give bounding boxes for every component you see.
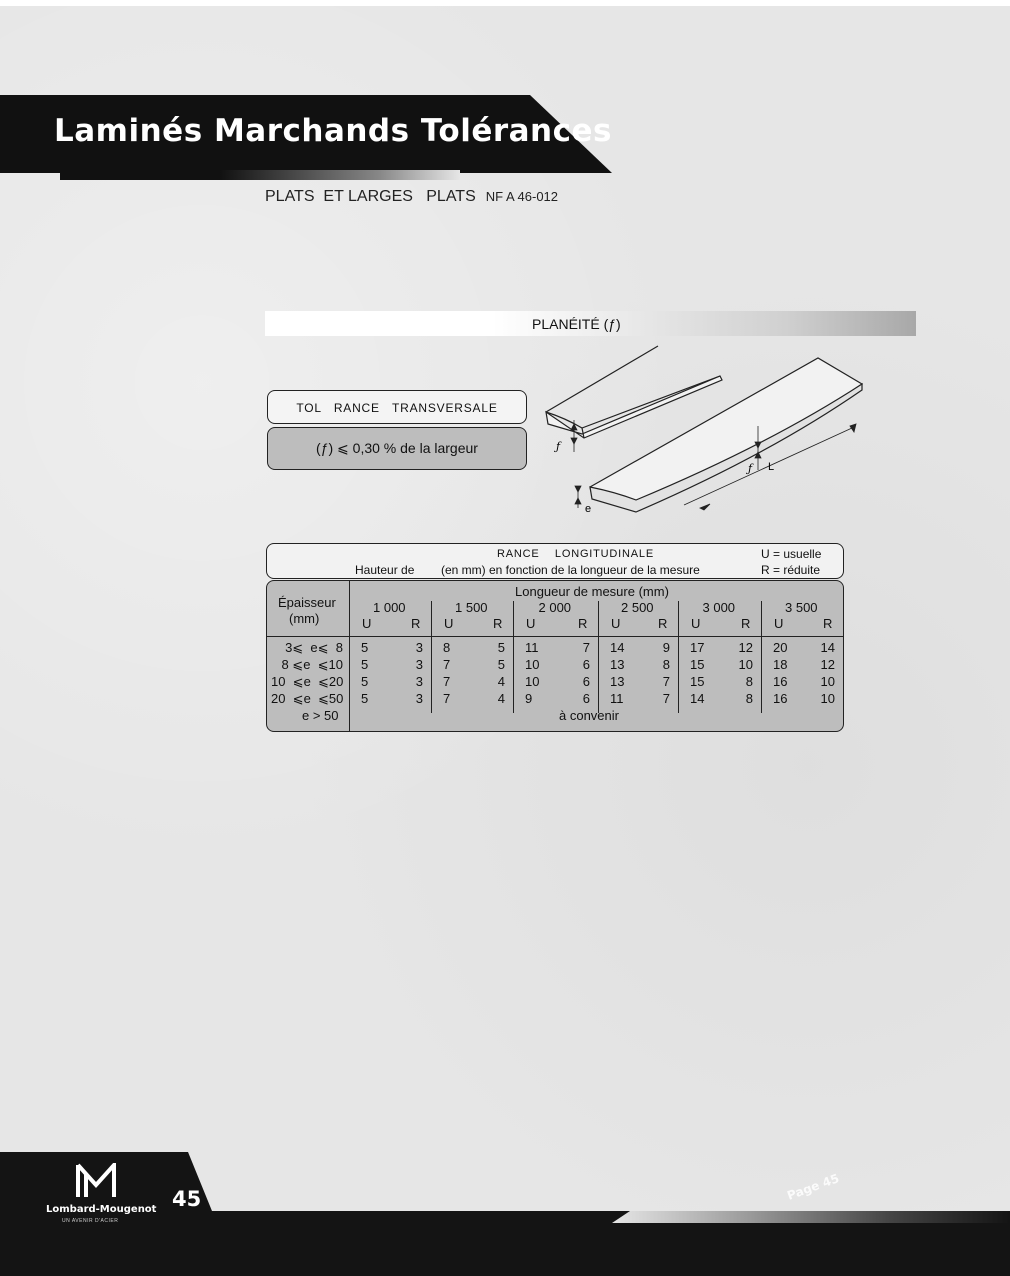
u-value-cell: 5 [361, 691, 369, 706]
length-header: 1 500 [455, 600, 488, 615]
r-value-cell: 3 [415, 691, 423, 706]
legend-reduite: R = réduite [761, 563, 821, 577]
r-column-header: R [741, 616, 751, 631]
u-value-cell: 10 [525, 674, 540, 689]
u-value-cell: 16 [773, 674, 788, 689]
r-value-cell: 14 [820, 640, 835, 655]
r-value-cell: 9 [662, 640, 670, 655]
r-value-cell: 6 [582, 691, 590, 706]
epaisseur-label: Épaisseur [278, 595, 336, 610]
u-value-cell: 5 [361, 674, 369, 689]
u-value-cell: 10 [525, 657, 540, 672]
brand-tagline: UN AVENIR D'ACIER [62, 1218, 119, 1224]
u-value-cell: 17 [690, 640, 705, 655]
r-column-header: R [658, 616, 668, 631]
u-value-cell: 5 [361, 640, 369, 655]
u-value-cell: 20 [773, 640, 788, 655]
r-value-cell: 4 [497, 674, 505, 689]
epaisseur-unit: (mm) [289, 611, 320, 626]
u-value-cell: 14 [610, 640, 625, 655]
u-column-header: U [362, 616, 372, 631]
u-value-cell: 15 [690, 674, 705, 689]
table-divider [349, 581, 350, 731]
r-value-cell: 3 [415, 640, 423, 655]
label-f-narrow: ƒ [556, 440, 561, 453]
flatness-diagram [540, 340, 870, 525]
r-value-cell: 6 [582, 674, 590, 689]
u-column-header: U [444, 616, 454, 631]
label-thickness: e [585, 503, 592, 515]
title-underline [60, 170, 460, 180]
page-watermark: Page 45 [785, 1171, 841, 1203]
wide-plate-drawing [590, 358, 862, 512]
column-separator [431, 601, 432, 713]
r-value-cell: 6 [582, 657, 590, 672]
page-title: Laminés Marchands Tolérances [54, 113, 612, 149]
last-row-value: à convenir [559, 708, 619, 723]
column-separator [598, 601, 599, 713]
table-divider [267, 636, 843, 637]
r-value-cell: 3 [415, 657, 423, 672]
u-column-header: U [526, 616, 536, 631]
u-value-cell: 7 [443, 691, 451, 706]
norm-reference: NF A 46-012 [485, 189, 559, 204]
epaisseur-cell: 3⩽ e⩽ 8 [285, 640, 343, 655]
top-margin [0, 0, 1010, 6]
r-value-cell: 12 [820, 657, 835, 672]
u-value-cell: 18 [773, 657, 788, 672]
brand-logo-icon [74, 1163, 118, 1199]
u-value-cell: 7 [443, 657, 451, 672]
page-number: 45 [172, 1187, 202, 1211]
r-column-header: R [578, 616, 588, 631]
r-value-cell: 7 [662, 674, 670, 689]
u-value-cell: 13 [610, 674, 625, 689]
length-header: 1 000 [373, 600, 406, 615]
epaisseur-cell: 10 ⩽e ⩽20 [271, 674, 344, 689]
u-value-cell: 16 [773, 691, 788, 706]
r-column-header: R [411, 616, 421, 631]
u-column-header: U [611, 616, 621, 631]
u-value-cell: 8 [443, 640, 451, 655]
planeite-section-title: PLANÉITÉ (ƒ) [532, 316, 621, 332]
u-value-cell: 13 [610, 657, 625, 672]
r-value-cell: 10 [738, 657, 753, 672]
r-value-cell: 12 [738, 640, 753, 655]
epaisseur-cell: 8 ⩽e ⩽10 [281, 657, 343, 672]
length-header: 3 500 [785, 600, 818, 615]
subtitle-text: PLATS ET LARGES PLATS [265, 188, 476, 205]
length-header: 2 500 [621, 600, 654, 615]
u-value-cell: 15 [690, 657, 705, 672]
u-value-cell: 11 [610, 691, 624, 706]
r-value-cell: 5 [497, 640, 505, 655]
u-column-header: U [691, 616, 701, 631]
r-value-cell: 4 [497, 691, 505, 706]
u-column-header: U [774, 616, 784, 631]
r-value-cell: 10 [820, 674, 835, 689]
longitudinal-description: (en mm) en fonction de la longueur de la mesure [441, 563, 700, 577]
r-column-header: R [493, 616, 503, 631]
label-f-wide: ƒ [748, 462, 753, 475]
column-separator [513, 601, 514, 713]
epaisseur-cell: 20 ⩽e ⩽50 [271, 691, 344, 706]
u-value-cell: 5 [361, 657, 369, 672]
length-header: 2 000 [538, 600, 572, 615]
transverse-title-box: TOL RANCE TRANSVERSALE [267, 390, 527, 424]
brand-name: Lombard-Mougenot [46, 1204, 157, 1215]
r-value-cell: 3 [415, 674, 423, 689]
narrow-plate-drawing [546, 346, 722, 438]
longueur-label: Longueur de mesure (mm) [515, 584, 669, 599]
r-value-cell: 8 [745, 691, 753, 706]
column-separator [678, 601, 679, 713]
r-value-cell: 7 [582, 640, 590, 655]
r-value-cell: 7 [662, 691, 670, 706]
r-value-cell: 8 [662, 657, 670, 672]
r-value-cell: 8 [745, 674, 753, 689]
label-length: L [768, 461, 775, 473]
r-column-header: R [823, 616, 833, 631]
u-value-cell: 11 [525, 640, 539, 655]
r-value-cell: 10 [820, 691, 835, 706]
r-value-cell: 5 [497, 657, 505, 672]
transverse-value-box: (ƒ) ⩽ 0,30 % de la largeur [267, 427, 527, 470]
page-subtitle [265, 188, 558, 206]
u-value-cell: 14 [690, 691, 705, 706]
longitudinal-header-box [266, 543, 844, 579]
column-separator [761, 601, 762, 713]
u-value-cell: 7 [443, 674, 451, 689]
length-header: 3 000 [702, 600, 736, 615]
u-value-cell: 9 [525, 691, 533, 706]
footer-gradient-stripe [612, 1211, 1010, 1223]
legend-usuelle: U = usuelle [761, 547, 822, 561]
last-row-epaisseur: e > 50 [302, 708, 339, 723]
longitudinal-hauteur: Hauteur de [355, 563, 415, 577]
longitudinal-title: RANCE LONGITUDINALE [497, 548, 654, 560]
longitudinal-table [266, 580, 844, 732]
